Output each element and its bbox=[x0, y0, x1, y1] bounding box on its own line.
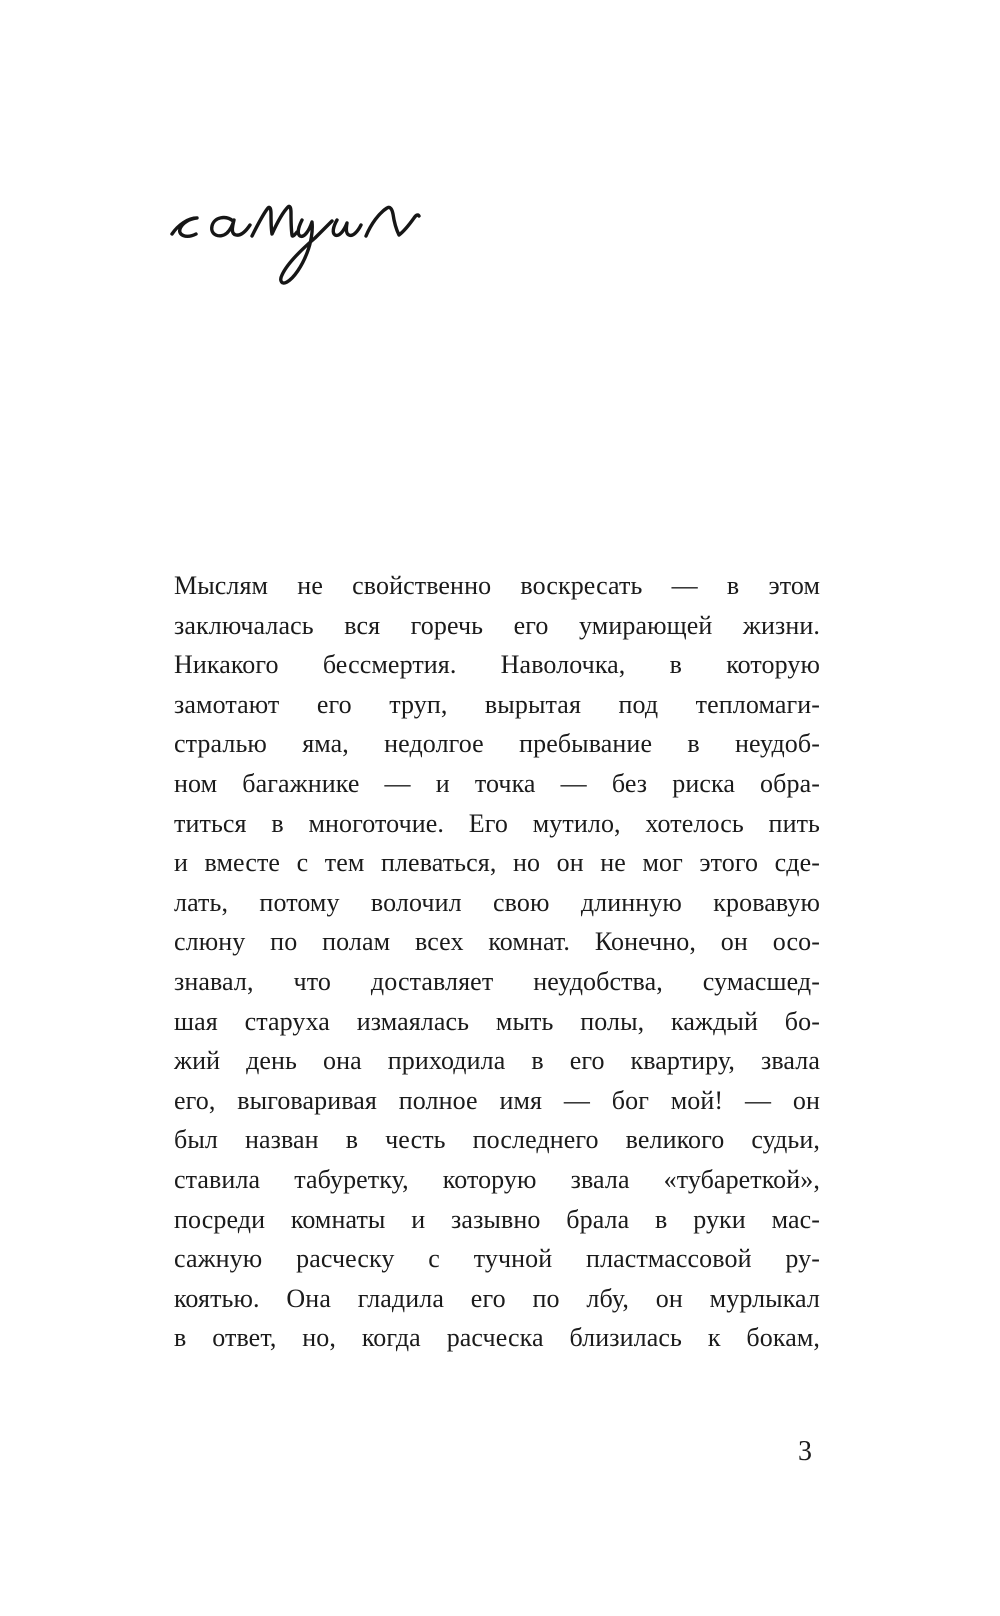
text-line: заключалась вся горечь его умирающей жизни. bbox=[174, 610, 820, 640]
signature-stroke-l bbox=[366, 207, 419, 236]
signature-stroke-s bbox=[172, 218, 197, 236]
text-line: слюну по полам всех комнат. Конечно, он осо- bbox=[174, 927, 820, 957]
text-line: титься в многоточие. Его мутило, хотелось пить bbox=[174, 808, 820, 838]
handwritten-title-signature bbox=[158, 183, 450, 295]
text-line: в ответ, но, когда расческа близилась к бокам, bbox=[174, 1323, 820, 1353]
signature-stroke-i bbox=[333, 220, 361, 235]
body-text bbox=[174, 566, 820, 1358]
text-line: сажную расческу с тучной пластмассовой ру- bbox=[174, 1244, 820, 1274]
text-line: замотают его труп, вырытая под тепломаги- bbox=[174, 689, 820, 719]
text-line: шая старуха измаялась мыть полы, каждый бо- bbox=[174, 1006, 820, 1036]
text-line: жий день она приходила в его квартиру, звала bbox=[174, 1046, 820, 1076]
text-line: стралью яма, недолгое пребывание в неудоб- bbox=[174, 729, 820, 759]
text-line: Никакого бессмертия. Наволочка, в которую bbox=[174, 650, 820, 680]
signature-stroke-m bbox=[252, 206, 297, 236]
signature-stroke-a bbox=[212, 218, 250, 236]
text-line: и вместе с тем плеваться, но он не мог этого сде- bbox=[174, 848, 820, 878]
signature-stroke-u bbox=[281, 220, 332, 283]
text-line: знавал, что доставляет неудобства, сумасшед- bbox=[174, 966, 820, 996]
text-line: его, выговаривая полное имя — бог мой! — он bbox=[174, 1085, 820, 1115]
page-number: 3 bbox=[798, 1436, 812, 1467]
text-line: Мыслям не свойственно воскресать — в этом bbox=[174, 571, 820, 600]
text-line: был назван в честь последнего великого судьи, bbox=[174, 1125, 820, 1155]
text-line: посреди комнаты и зазывно брала в руки мас- bbox=[174, 1204, 820, 1234]
text-line: лать, потому волочил свою длинную кровавую bbox=[174, 887, 820, 917]
text-line: ном багажнике — и точка — без риска обра- bbox=[174, 768, 820, 798]
text-line: коятью. Она гладила его по лбу, он мурлыкал bbox=[174, 1283, 820, 1313]
text-line: ставила табуретку, которую звала «тубареткой», bbox=[174, 1164, 820, 1194]
